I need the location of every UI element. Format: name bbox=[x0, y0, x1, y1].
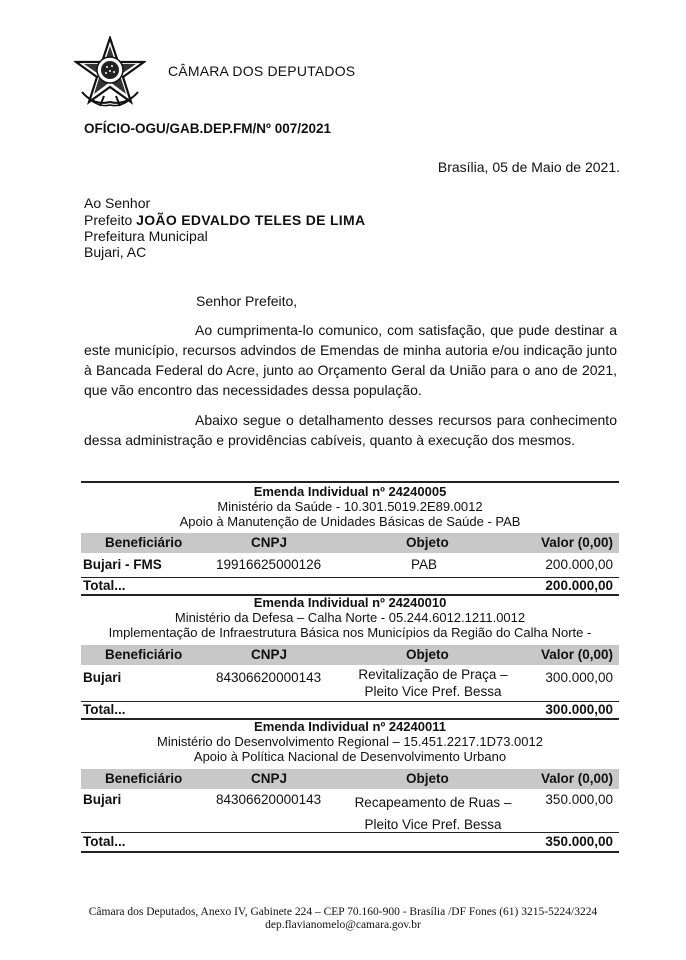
cell-beneficiario: Bujari - FMS bbox=[83, 557, 162, 572]
header-cnpj: CNPJ bbox=[251, 771, 288, 786]
recipient-name-line bbox=[84, 212, 365, 229]
header-valor: Valor (0,00) bbox=[540, 535, 613, 550]
total-label: Total... bbox=[83, 702, 126, 717]
table-header-row bbox=[81, 769, 619, 789]
table-rule bbox=[81, 481, 619, 483]
header-objeto: Objeto bbox=[406, 535, 449, 550]
header-valor: Valor (0,00) bbox=[540, 771, 613, 786]
table-row bbox=[81, 666, 619, 702]
cell-beneficiario: Bujari bbox=[83, 792, 122, 807]
table-rule bbox=[81, 851, 619, 853]
emenda-title: Emenda Individual nº 24240011 bbox=[254, 719, 446, 734]
header-objeto: Objeto bbox=[406, 771, 449, 786]
emenda-ministry: Ministério da Defesa – Calha Norte - 05.244.6012.1211.0012 bbox=[174, 610, 526, 625]
recipient-prefix: Prefeito bbox=[84, 212, 137, 228]
cell-valor: 200.000,00 bbox=[545, 557, 613, 572]
total-row bbox=[81, 834, 619, 850]
emenda-header bbox=[81, 484, 619, 529]
emenda-ministry: Ministério do Desenvolvimento Regional – 15.451.2217.1D73.0012 bbox=[157, 734, 543, 749]
brazil-coat-of-arms-icon bbox=[74, 36, 146, 108]
paragraph-1: Ao cumprimenta-lo comunico, com satisfação, que pude destinar a este município, recursos advindos de Emendas de minha autoria e/ou indicação junto à Bancada Federal do Acre, junto ao Orçamento Geral da União para o ano de 2021, que vão encontro das necessidades dessa população. bbox=[84, 322, 617, 398]
emenda-title: Emenda Individual nº 24240010 bbox=[253, 595, 447, 610]
cell-objeto: PAB bbox=[411, 557, 438, 572]
emenda-action: Implementação de Infraestrutura Básica nos Municípios da Região do Calha Norte - bbox=[108, 625, 592, 640]
cell-objeto-line2: Pleito Vice Pref. Bessa bbox=[364, 684, 502, 699]
table-row bbox=[81, 557, 619, 577]
table-header-row bbox=[81, 645, 619, 665]
footer-address: Câmara dos Deputados, Anexo IV, Gabinete 224 – CEP 70.160-900 - Brasília /DF Fones (61) 3215-5224/3224 bbox=[88, 906, 598, 918]
emenda-ministry: Ministério da Saúde - 10.301.5019.2E89.0012 bbox=[217, 499, 483, 514]
greeting: Senhor Prefeito, bbox=[196, 293, 298, 309]
cell-cnpj: 84306620000143 bbox=[216, 792, 322, 807]
recipient-line1: Ao Senhor bbox=[84, 195, 151, 211]
header-beneficiario: Beneficiário bbox=[105, 535, 183, 550]
cell-cnpj: 19916625000126 bbox=[216, 557, 322, 572]
total-value: 350.000,00 bbox=[545, 834, 613, 849]
recipient-line4: Bujari, AC bbox=[84, 244, 147, 260]
header-valor: Valor (0,00) bbox=[540, 647, 613, 662]
table-header-row bbox=[81, 533, 619, 553]
document-date: Brasília, 05 de Maio de 2021. bbox=[437, 159, 620, 175]
total-label: Total... bbox=[83, 834, 126, 849]
recipient-name: JOÃO EDVALDO TELES DE LIMA bbox=[136, 212, 366, 228]
header-objeto: Objeto bbox=[406, 647, 449, 662]
emenda-action: Apoio à Política Nacional de Desenvolvimento Urbano bbox=[193, 749, 507, 764]
emenda-header bbox=[81, 719, 619, 764]
emenda-title: Emenda Individual nº 24240005 bbox=[253, 484, 447, 499]
cell-cnpj: 84306620000143 bbox=[216, 670, 322, 685]
cell-valor: 300.000,00 bbox=[545, 670, 613, 685]
footer-email: dep.flavianomelo@camara.gov.br bbox=[265, 919, 421, 931]
total-row bbox=[81, 702, 619, 718]
total-value: 200.000,00 bbox=[545, 578, 613, 593]
cell-objeto-line1: Recapeamento de Ruas – bbox=[354, 795, 512, 810]
page-footer bbox=[60, 906, 626, 932]
paragraph-2: Abaixo segue o detalhamento desses recursos para conhecimento dessa administração e providências cabíveis, quanto à execução dos mesmos. bbox=[84, 412, 617, 448]
total-value: 300.000,00 bbox=[545, 702, 613, 717]
cell-valor: 350.000,00 bbox=[545, 792, 613, 807]
recipient-line3: Prefeitura Municipal bbox=[84, 228, 208, 244]
total-label: Total... bbox=[83, 578, 126, 593]
organization-name: CÂMARA DOS DEPUTADOS bbox=[168, 63, 356, 79]
total-row bbox=[81, 578, 619, 594]
emenda-action: Apoio à Manutenção de Unidades Básicas de Saúde - PAB bbox=[179, 514, 521, 529]
cell-beneficiario: Bujari bbox=[83, 670, 122, 685]
header-cnpj: CNPJ bbox=[251, 647, 288, 662]
cell-objeto bbox=[343, 792, 523, 836]
emenda-header bbox=[81, 595, 619, 640]
table-row bbox=[81, 792, 619, 832]
table-rule bbox=[81, 832, 619, 833]
cell-objeto bbox=[343, 666, 523, 700]
document-reference: OFÍCIO-OGU/GAB.DEP.FM/Nº 007/2021 bbox=[84, 121, 331, 136]
cell-objeto-line2: Pleito Vice Pref. Bessa bbox=[364, 817, 502, 832]
cell-objeto-line1: Revitalização de Praça – bbox=[358, 667, 508, 682]
header-cnpj: CNPJ bbox=[251, 535, 288, 550]
header-beneficiario: Beneficiário bbox=[105, 647, 183, 662]
header-beneficiario: Beneficiário bbox=[105, 771, 183, 786]
